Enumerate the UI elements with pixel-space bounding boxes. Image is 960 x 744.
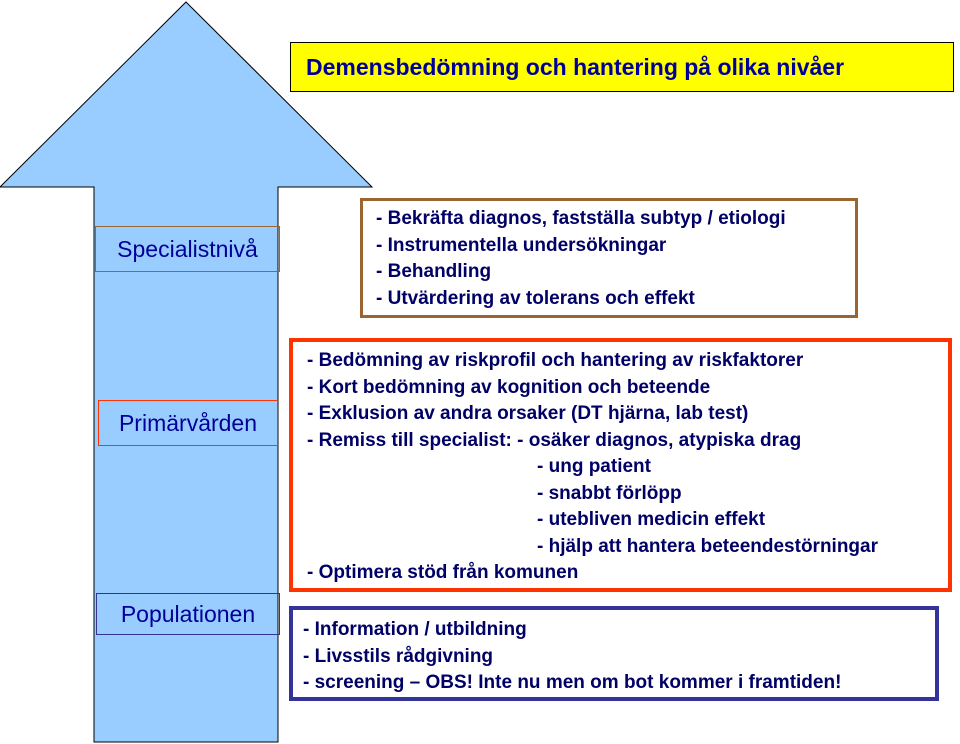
level-label-primary: Primärvården xyxy=(98,400,278,446)
population-box xyxy=(289,606,939,701)
primary-subline: - snabbt förlöpp xyxy=(537,482,682,504)
primary-last-line: - Optimera stöd från komunen xyxy=(307,562,579,583)
primary-subline: - ung patient xyxy=(537,456,651,477)
diagram-title: Demensbedömning och hantering på olika nivåer xyxy=(290,42,954,92)
specialist-box xyxy=(360,198,858,318)
population-line: - Livsstils rådgivning xyxy=(303,645,494,667)
specialist-line: - Bekräfta diagnos, fastställa subtyp / etiologi xyxy=(376,208,786,229)
primary-line: - Kort bedömning av kognition och beteende xyxy=(307,376,711,398)
population-line: - screening – OBS! Inte nu men om bot kommer i framtiden! xyxy=(303,672,842,693)
primary-subline: - hjälp att hantera beteendestörningar xyxy=(537,535,878,557)
level-label-population: Populationen xyxy=(96,593,280,635)
primary-line: - Remiss till specialist: - osäker diagnos, atypiska drag xyxy=(307,429,802,451)
specialist-line: - Instrumentella undersökningar xyxy=(376,234,667,256)
primary-subline: - utebliven medicin effekt xyxy=(537,509,766,530)
specialist-line: - Behandling xyxy=(376,261,492,282)
primary-line: - Bedömning av riskprofil och hantering av riskfaktorer xyxy=(307,350,804,371)
primary-line: - Exklusion av andra orsaker (DT hjärna, lab test) xyxy=(307,403,749,424)
specialist-line: - Utvärdering av tolerans och effekt xyxy=(376,287,695,309)
level-label-specialist: Specialistnivå xyxy=(95,226,280,272)
population-line: - Information / utbildning xyxy=(303,619,527,640)
primary-box xyxy=(289,338,952,592)
